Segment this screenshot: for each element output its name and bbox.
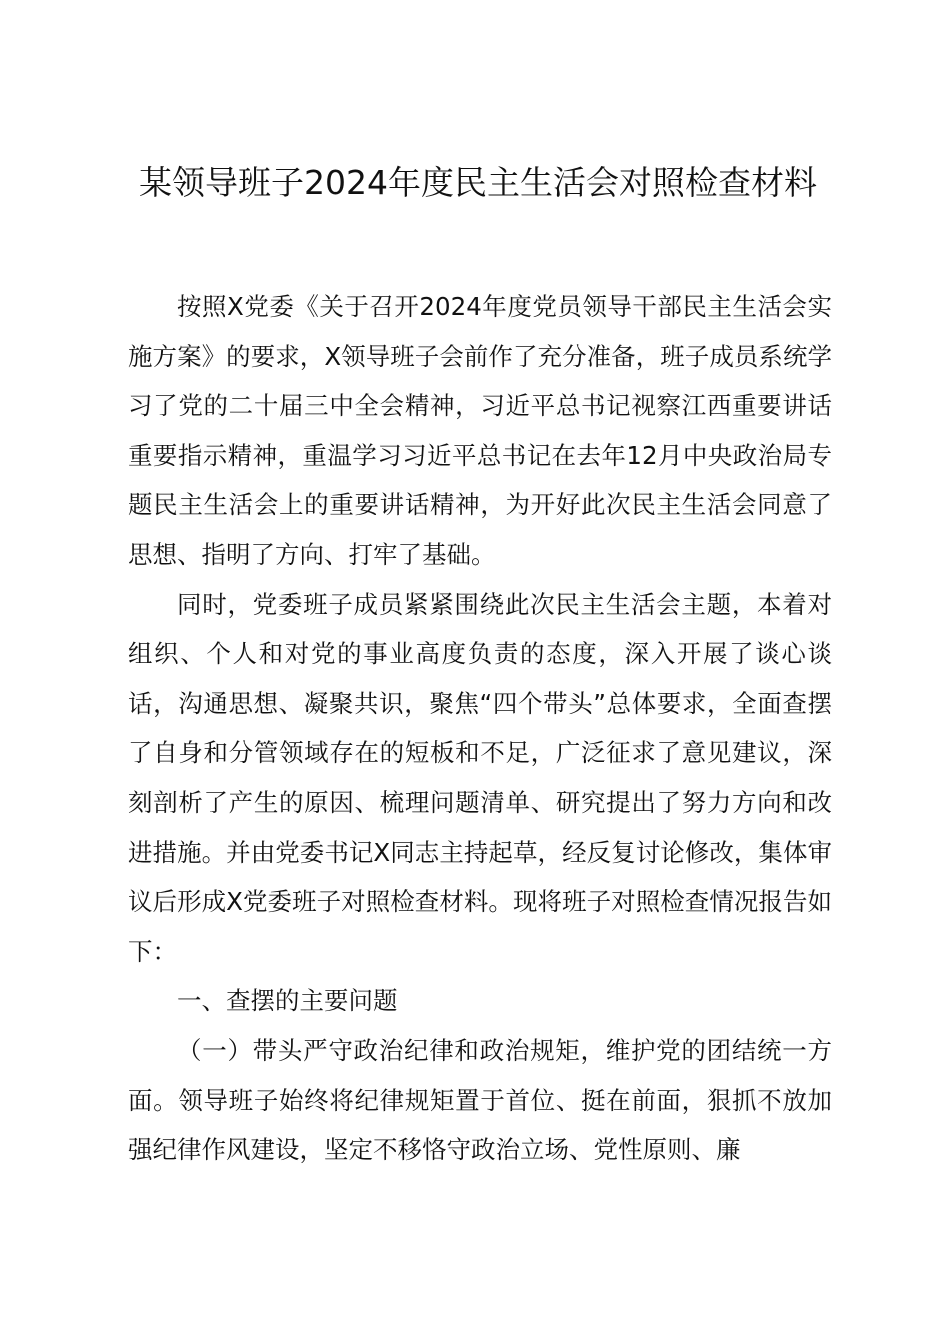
second-paragraph: 同时，党委班子成员紧紧围绕此次民主生活会主题，本着对组织、个人和对党的事业高度负责的态度，深入开展了谈心谈话，沟通思想、凝聚共识，聚焦“四个带头”总体要求，全面查摆了自身和分管领域存在的短板和不足，广泛征求了意见建议，深刻剖析了产生的原因、梳理问题清单、研究提出了努力方向和改进措施。并由党委书记X同志主持起草，经反复讨论修改，集体审议后形成X党委班子对照检查材料。现将班子对照检查情况报告如下： [128, 589, 832, 966]
document-title: 某领导班子2024年度民主生活会对照检查材料 [139, 163, 817, 202]
subsection-paragraph: （一）带头严守政治纪律和政治规矩，维护党的团结统一方面。领导班子始终将纪律规矩置于首位、挺在前面，狠抓不放加强纪律作风建设，坚定不移恪守政治立场、党性原则、廉 [128, 1035, 832, 1165]
document-body [128, 282, 832, 1175]
intro-paragraph: 按照X党委《关于召开2024年度党员领导干部民主生活会实施方案》的要求，X领导班子会前作了充分准备，班子成员系统学习了党的二十届三中全会精神，习近平总书记视察江西重要讲话重要指示精神，重温学习习近平总书记在去年12月中央政治局专题民主生活会上的重要讲话精神，为开好此次民主生活会同意了思想、指明了方向、打牢了基础。 [128, 292, 832, 569]
section-heading: 一、查摆的主要问题 [177, 986, 398, 1016]
